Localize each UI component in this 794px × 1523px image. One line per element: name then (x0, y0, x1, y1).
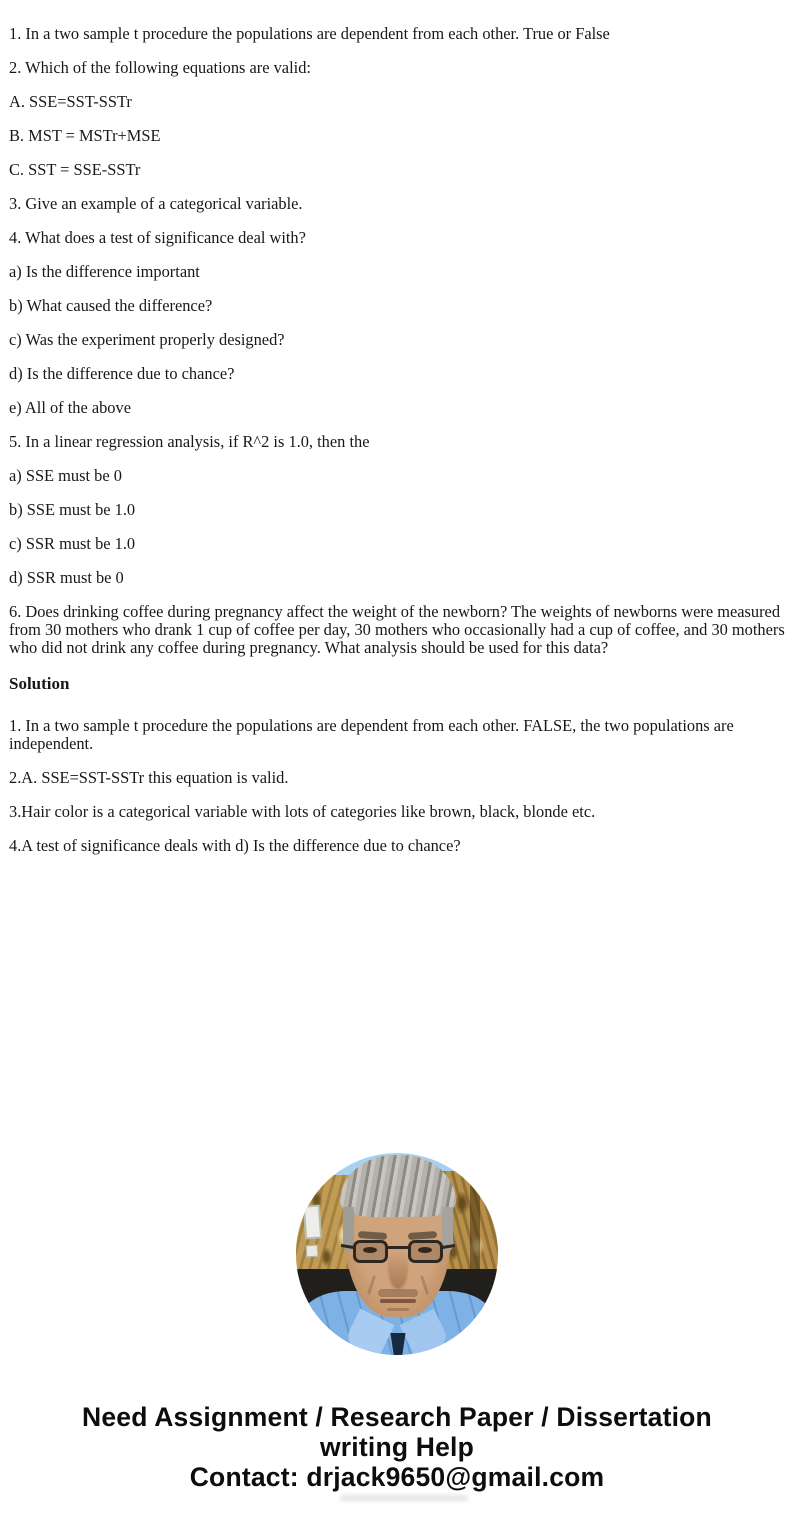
question-paragraph: 4. What does a test of significance deal with? (9, 228, 306, 247)
photo-mustache (378, 1289, 418, 1297)
solution-paragraph: 2.A. SSE=SST-SSTr this equation is valid. (9, 768, 289, 787)
question-paragraph: 1. In a two sample t procedure the populations are dependent from each other. True or False (9, 24, 610, 43)
footer-line: writing Help (319, 1432, 475, 1462)
question-paragraph: e) All of the above (9, 398, 131, 417)
footer-line: Contact: drjack9650@gmail.com (189, 1462, 605, 1492)
question-paragraph: b) SSE must be 1.0 (9, 500, 136, 519)
question-paragraph: B. MST = MSTr+MSE (9, 126, 161, 145)
photo-switch-plate (303, 1204, 322, 1239)
question-paragraph: c) SSR must be 1.0 (9, 534, 136, 553)
photo-nose (389, 1251, 407, 1287)
questions-section (9, 25, 785, 657)
solution-heading: Solution (9, 674, 70, 693)
solution-paragraph: 3.Hair color is a categorical variable with lots of categories like brown, black, blonde etc. (9, 802, 596, 821)
question-paragraph: 3. Give an example of a categorical variable. (9, 194, 303, 213)
faint-artifact (340, 1495, 468, 1501)
photo-switch-plate-small (306, 1245, 319, 1258)
question-paragraph: A. SSE=SST-SSTr (9, 92, 132, 111)
question-paragraph: c) Was the experiment properly designed? (9, 330, 285, 349)
photo-eye-left (363, 1247, 377, 1253)
question-paragraph: b) What caused the difference? (9, 296, 213, 315)
photo-wall-strip (470, 1183, 480, 1275)
question-paragraph: a) Is the difference important (9, 262, 200, 281)
question-paragraph: d) SSR must be 0 (9, 568, 124, 587)
question-paragraph: 6. Does drinking coffee during pregnancy affect the weight of the newborn? The weights of newborns were measured from 30 mothers who drank 1 cup of coffee per day, 30 mothers who occasionally had a cup of coffee, and 30 mothers who did not drink any coffee during pregnancy. What analysis should be used for this data? (9, 602, 785, 657)
footer-line: Need Assignment / Research Paper / Dissertation (82, 1402, 712, 1432)
question-paragraph: d) Is the difference due to chance? (9, 364, 235, 383)
question-paragraph: C. SST = SSE-SSTr (9, 160, 141, 179)
tutor-photo (296, 1153, 498, 1355)
solution-section (9, 717, 785, 855)
question-paragraph: 2. Which of the following equations are valid: (9, 58, 311, 77)
photo-glasses-bridge (387, 1246, 409, 1249)
photo-mouth (380, 1299, 416, 1303)
question-paragraph: a) SSE must be 0 (9, 466, 122, 485)
question-paragraph: 5. In a linear regression analysis, if R^2 is 1.0, then the (9, 432, 370, 451)
solution-paragraph: 1. In a two sample t procedure the populations are dependent from each other. FALSE, the two populations are independent. (9, 716, 734, 753)
photo-eye-right (418, 1247, 432, 1253)
solution-paragraph: 4.A test of significance deals with d) Is the difference due to chance? (9, 836, 461, 855)
photo-hair (340, 1155, 456, 1217)
photo-chin-line (387, 1308, 409, 1311)
footer-banner (0, 1402, 794, 1492)
